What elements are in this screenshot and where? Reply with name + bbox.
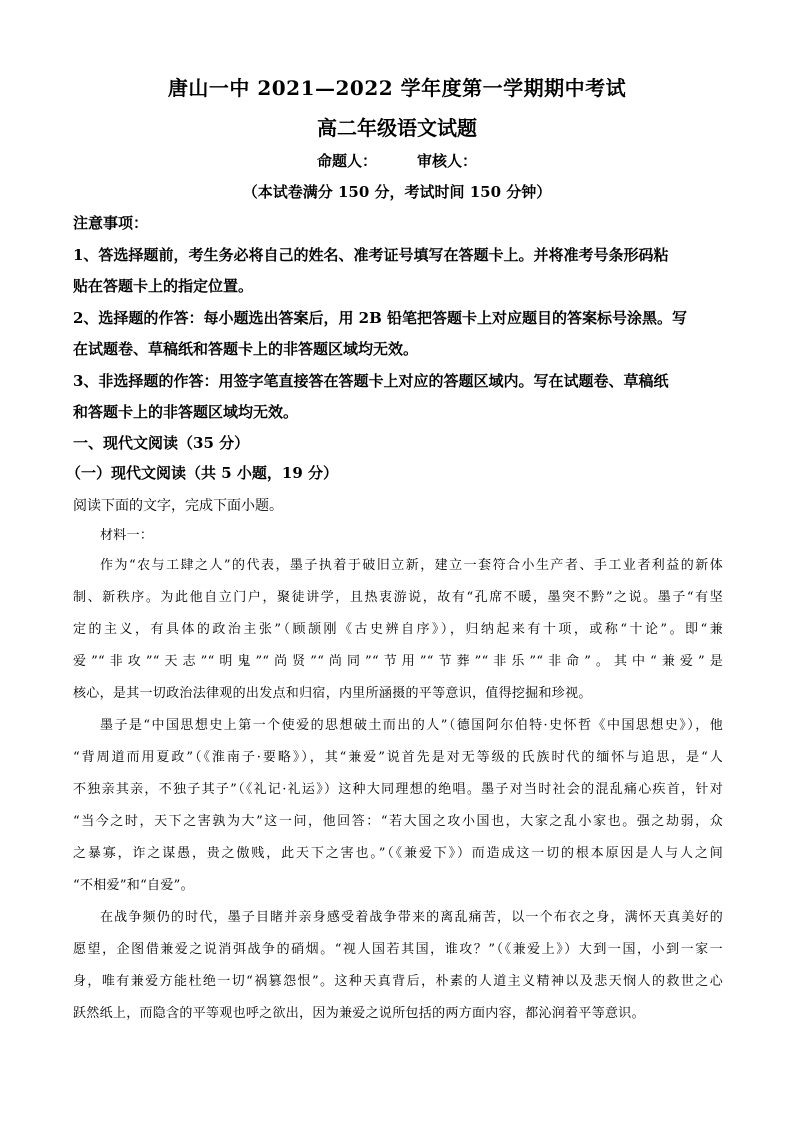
- reviewer-label: 审核人：: [417, 152, 478, 170]
- material-line: 愿望，企图借兼爱之说消弭战争的硝烟。“视人国若其国，谁攻？”（《兼爱上》）大到一国，小到一家一: [73, 942, 723, 957]
- material-line: 制、新秩序。为此他自立门户，聚徒讲学，且热衷游说，故有“孔席不暖，墨突不黔”之说。墨子“有坚: [73, 590, 723, 605]
- material-line: “背周道而用夏政”（《淮南子·要略》），其“兼爱”说首先是对无等级的氏族时代的缅怀与追思，是“人: [73, 750, 723, 765]
- exam-info: （本试卷满分 150 分，考试时间 150 分钟）: [242, 183, 552, 201]
- authors-line: [0, 150, 794, 171]
- setter-label: 命题人：: [316, 152, 377, 170]
- exam-title: 唐山一中 2021—2022 学年度第一学期期中考试: [167, 76, 627, 100]
- material-line: “不相爱”和“自爱”。: [73, 878, 194, 893]
- material-line: 墨子是“中国思想史上第一个使爱的思想破土而出的人”（德国阿尔伯特·史怀哲《中国思想史》），他: [100, 718, 723, 733]
- material-line: 核心，是其一切政治法律观的出发点和归宿，内里所涵摄的平等意识，值得挖掘和珍视。: [73, 686, 592, 701]
- material-line: 爱”“非攻”“天志”“明鬼”“尚贤”“尚同”“节用”“节葬”“非乐”“非命”。其中“兼爱”是: [73, 654, 723, 669]
- note-line: 1、答选择题前，考生务必将自己的姓名、准考证号填写在答题卡上。并将准考号条形码粘: [73, 246, 669, 264]
- subsection-heading: （一）现代文阅读（共 5 小题，19 分）: [66, 464, 338, 482]
- material-line: 作为“农与工肆之人”的代表，墨子执着于破旧立新，建立一套符合小生产者、手工业者利益的新体: [100, 558, 723, 573]
- material-line: 之暴寡，诈之谋愚，贵之傲贱，此天下之害也。”（《兼爱下》）而造成这一切的根本原因是人与人之间: [73, 846, 723, 861]
- material-line: 身，唯有兼爱方能杜绝一切“祸篡怨恨”。这种天真背后，朴素的人道主义精神以及悲天悯人的救世之心: [73, 974, 723, 989]
- exam-subtitle: 高二年级语文试题: [317, 116, 477, 140]
- material-line: 定的主义，有具体的政治主张”（顾颉刚《古史辨自序》），归纳起来有十项，或称“十论”。即“兼: [73, 622, 723, 637]
- material-line: 不独亲其亲，不独子其子”（《礼记·礼运》）这种大同理想的绝唱。墨子对当时社会的混乱痛心疾首，针对: [73, 782, 723, 797]
- material-line: “当今之时，天下之害孰为大”这一问，他回答：“若大国之攻小国也，大家之乱小家也。强之劫弱，众: [73, 814, 723, 829]
- note-line: 3、非选择题的作答：用签字笔直接答在答题卡上对应的答题区域内。写在试题卷、草稿纸: [73, 372, 669, 390]
- note-line: 2、选择题的作答：每小题选出答案后，用 2B 铅笔把答题卡上对应题目的答案标号涂黑。写: [73, 309, 688, 327]
- note-line: 在试题卷、草稿纸和答题卡上的非答题区域均无效。: [73, 340, 419, 358]
- note-line: 贴在答题卡上的指定位置。: [73, 277, 254, 295]
- note-line: 和答题卡上的非答题区域均无效。: [73, 403, 299, 421]
- material-line: 在战争频仍的时代，墨子目睹并亲身感受着战争带来的离乱痛苦，以一个布衣之身，满怀天真美好的: [100, 910, 723, 925]
- section-heading: 一、现代文阅读（35 分）: [73, 434, 250, 452]
- material-line: 跃然纸上，而隐含的平等观也呼之欲出，因为兼爱之说所包括的两方面内容，都沁润着平等意识。: [73, 1006, 645, 1021]
- reading-instruction: 阅读下面的文字，完成下面小题。: [73, 498, 283, 514]
- material-label: 材料一：: [100, 528, 154, 543]
- notes-heading: 注意事项：: [73, 214, 149, 232]
